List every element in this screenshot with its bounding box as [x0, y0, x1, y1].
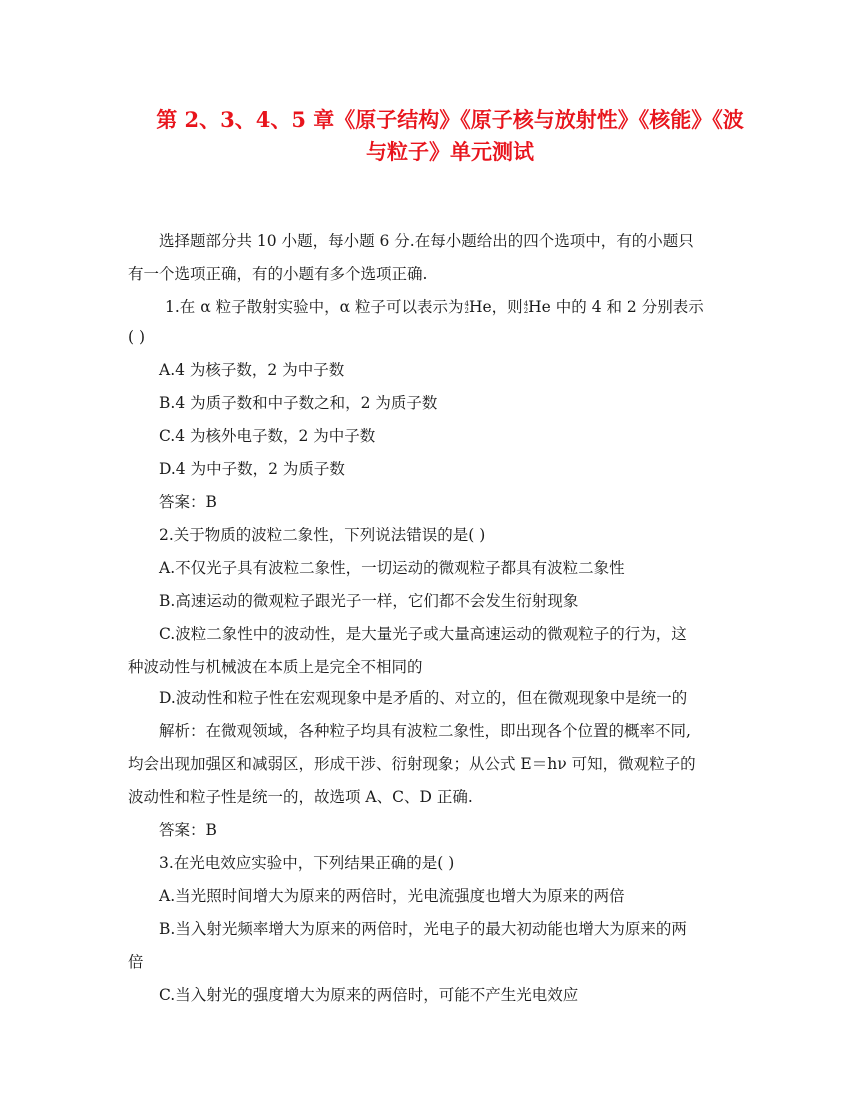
intro-line-1: 选择题部分共 10 小题，每小题 6 分.在每小题给出的四个选项中，有的小题只 — [159, 232, 694, 250]
q1-stem-part-b: He，则 — [468, 298, 523, 316]
q2-option-d: D.波动性和粒子性在宏观现象中是矛盾的、对立的，但在微观现象中是统一的 — [159, 689, 688, 707]
q2-analysis-line-1: 解析：在微观领域，各种粒子均具有波粒二象性，即出现各个位置的概率不同, — [159, 722, 691, 740]
title-line-2: 与粒子》单元测试 — [366, 139, 534, 164]
q2-option-b: B.高速运动的微观粒子跟光子一样，它们都不会发生衍射现象 — [159, 592, 579, 610]
q3-option-c: C.当入射光的强度增大为原来的两倍时，可能不产生光电效应 — [159, 986, 579, 1004]
q2-option-c-line-1: C.波粒二象性中的波动性，是大量光子或大量高速运动的微观粒子的行为，这 — [159, 625, 687, 643]
q1-option-b: B.4 为质子数和中子数之和，2 为质子数 — [159, 394, 438, 412]
q1-option-c: C.4 为核外电子数，2 为中子数 — [159, 427, 376, 445]
q2-stem: 2.关于物质的波粒二象性，下列说法错误的是( ) — [159, 526, 486, 544]
q3-option-b-line-1: B.当入射光频率增大为原来的两倍时，光电子的最大初动能也增大为原来的两 — [159, 920, 687, 938]
q2-option-c-line-2: 种波动性与机械波在本质上是完全不相同的 — [128, 658, 423, 676]
q1-stem-part-a: 1.在 α 粒子散射实验中，α 粒子可以表示为 — [165, 298, 464, 316]
isotope-notation: 4 2 — [523, 300, 529, 315]
q3-option-a: A.当光照时间增大为原来的两倍时，光电流强度也增大为原来的两倍 — [159, 887, 625, 905]
q1-option-a: A.4 为核子数，2 为中子数 — [159, 361, 345, 379]
q3-stem: 3.在光电效应实验中，下列结果正确的是( ) — [159, 854, 455, 872]
q1-paren: ( ) — [128, 328, 146, 346]
document-title — [140, 104, 760, 168]
title-line-1: 第 2、3、4、5 章《原子结构》《原子核与放射性》《核能》《波 — [156, 107, 744, 132]
q2-analysis-line-2: 均会出现加强区和减弱区，形成干涉、衍射现象；从公式 E＝hν 可知，微观粒子的 — [128, 755, 696, 773]
q3-option-b-line-2: 倍 — [128, 953, 144, 971]
q1-option-d: D.4 为中子数，2 为质子数 — [159, 460, 345, 478]
q2-option-a: A.不仅光子具有波粒二象性，一切运动的微观粒子都具有波粒二象性 — [159, 559, 625, 577]
q1-stem — [165, 297, 704, 317]
q1-answer: 答案：B — [159, 493, 217, 511]
q2-analysis-line-3: 波动性和粒子性是统一的，故选项 A、C、D 正确. — [128, 788, 473, 806]
q2-answer: 答案：B — [159, 821, 217, 839]
isotope-notation: 4 2 — [464, 300, 469, 315]
intro-line-2: 有一个选项正确，有的小题有多个选项正确. — [128, 265, 428, 283]
q1-stem-part-c: He 中的 4 和 2 分别表示 — [528, 298, 704, 316]
